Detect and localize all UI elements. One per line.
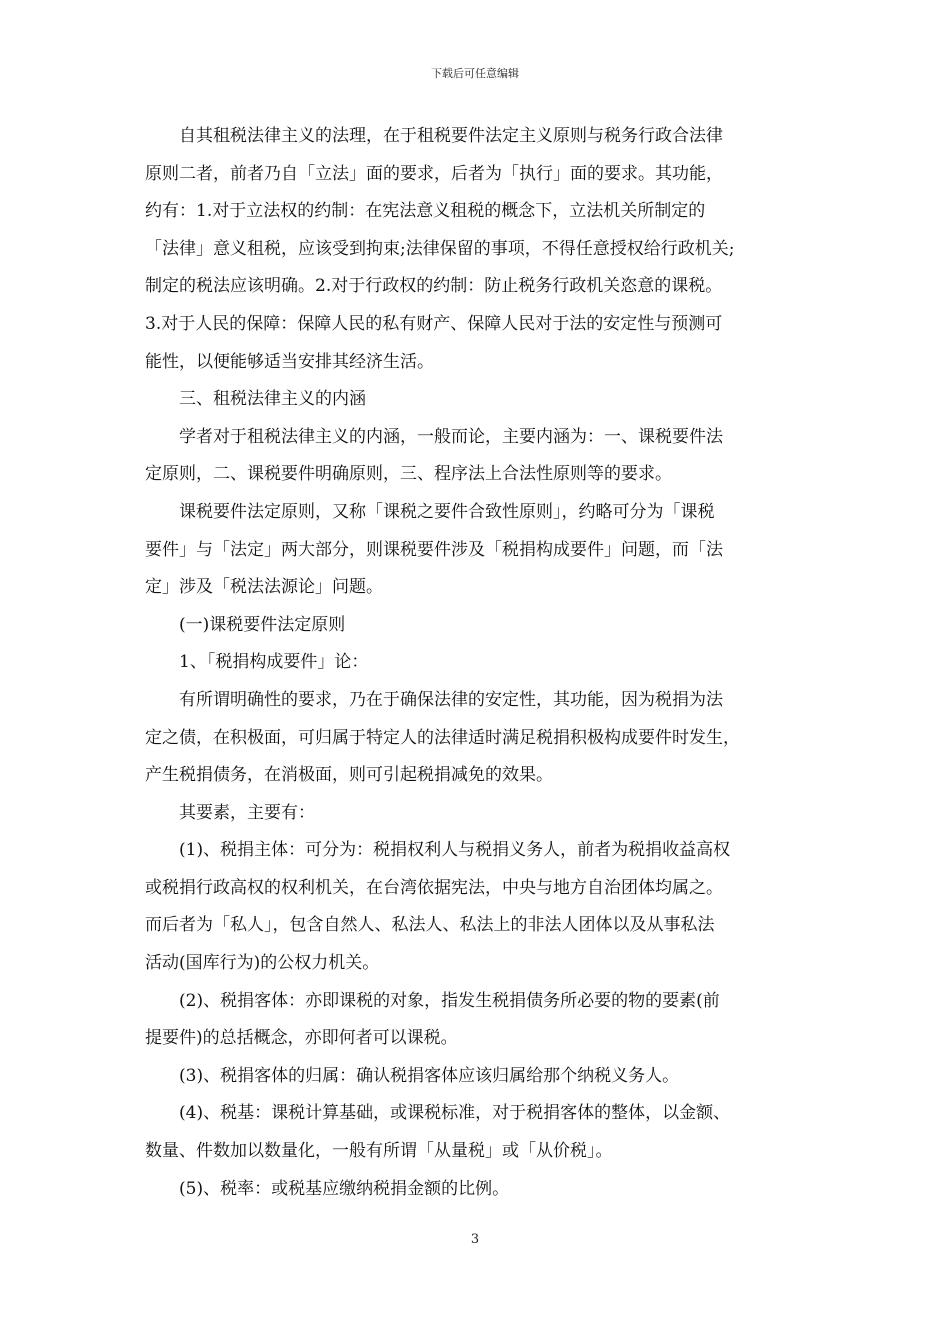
paragraph [145,419,821,494]
paragraph [145,983,821,1058]
paragraph-line: 要件」与「法定」两大部分，则课税要件涉及「税捐构成要件」问题，而「法 [145,539,723,560]
paragraph [145,795,821,833]
paragraph-line: 1、「税捐构成要件」论： [145,652,369,673]
paragraph [145,832,821,982]
page-number: 3 [470,1232,480,1247]
paragraph-line: 自其租税法律主义的法理，在于租税要件法定主义原则与税务行政合法律 [145,126,723,146]
paragraph-line: (5)、税率：或税基应缴纳税捐金额的比例。 [145,1178,510,1199]
paragraph-line: 制定的税法应该明确。2.对于行政权的约制：防止税务行政机关恣意的课税。 [145,276,723,297]
paragraph [145,381,821,419]
paragraph-line: 「法律」意义租税，应该受到拘束;法律保留的事项，不得任意授权给行政机关; [145,238,735,259]
paragraph-line: 3.对于人民的保障：保障人民的私有财产、保障人民对于法的安定性与预测可 [145,313,723,334]
paragraph-line: 而后者为「私人」，包含自然人、私法人、私法上的非法人团体以及从事私法 [145,915,715,936]
paragraph-line: 学者对于租税法律主义的内涵，一般而论，主要内涵为：一、课税要件法 [145,426,723,447]
paragraph-line: 课税要件法定原则，又称「课税之要件合致性原则」，约略可分为「课税 [145,501,715,522]
paragraph-line: 其要素，主要有： [145,802,315,823]
paragraph [145,494,821,607]
paragraph-line: (一)课税要件法定原则 [145,614,346,635]
paragraph [145,1171,821,1209]
paragraph-line: 能性，以便能够适当安排其经济生活。 [145,351,434,372]
paragraph-line: 原则二者，前者乃自「立法」面的要求，后者为「执行」面的要求。其功能， [145,163,723,184]
paragraph [145,1095,821,1170]
paragraph-line: 定」涉及「税法法源论」问题。 [145,577,383,598]
paragraph [145,644,821,682]
paragraph-line: 提要件)的总括概念，亦即何者可以课税。 [145,1028,458,1049]
paragraph-line: 定原则，二、课税要件明确原则，三、程序法上合法性原则等的要求。 [145,464,672,485]
paragraph [145,118,821,381]
paragraph-line: (1)、税捐主体：可分为：税捐权利人与税捐义务人，前者为税捐收益高权 [145,840,731,861]
paragraph-line: 产生税捐债务，在消极面，则可引起税捐减免的效果。 [145,765,553,786]
paragraph-line: 约有：1.对于立法权的约制：在宪法意义租税的概念下，立法机关所制定的 [145,201,706,222]
paragraph-line: 有所谓明确性的要求，乃在于确保法律的安定性，其功能，因为税捐为法 [145,689,723,710]
paragraph [145,682,821,795]
paragraph-line: (4)、税基：课税计算基础，或课税标准，对于税捐客体的整体，以金额、 [145,1103,731,1124]
paragraph-line: 定之债，在积极面，可归属于特定人的法律适时满足税捐积极构成要件时发生， [145,727,740,748]
paragraph [145,1058,821,1096]
paragraph-line: 三、租税法律主义的内涵 [145,389,366,410]
page-header: 下载后可任意编辑 [431,67,519,80]
paragraph-line: 或税捐行政高权的权利机关，在台湾依据宪法，中央与地方自治团体均属之。 [145,877,723,898]
paragraph-line: (3)、税捐客体的归属：确认税捐客体应该归属给那个纳税义务人。 [145,1065,680,1086]
paragraph-line: 数量、件数加以数量化，一般有所谓「从量税」或「从价税」。 [145,1141,613,1162]
document-body [145,118,821,1208]
paragraph-line: 活动(国库行为)的公权力机关。 [145,953,380,974]
paragraph [145,607,821,645]
paragraph-line: (2)、税捐客体：亦即课税的对象，指发生税捐债务所必要的物的要素(前 [145,990,720,1011]
